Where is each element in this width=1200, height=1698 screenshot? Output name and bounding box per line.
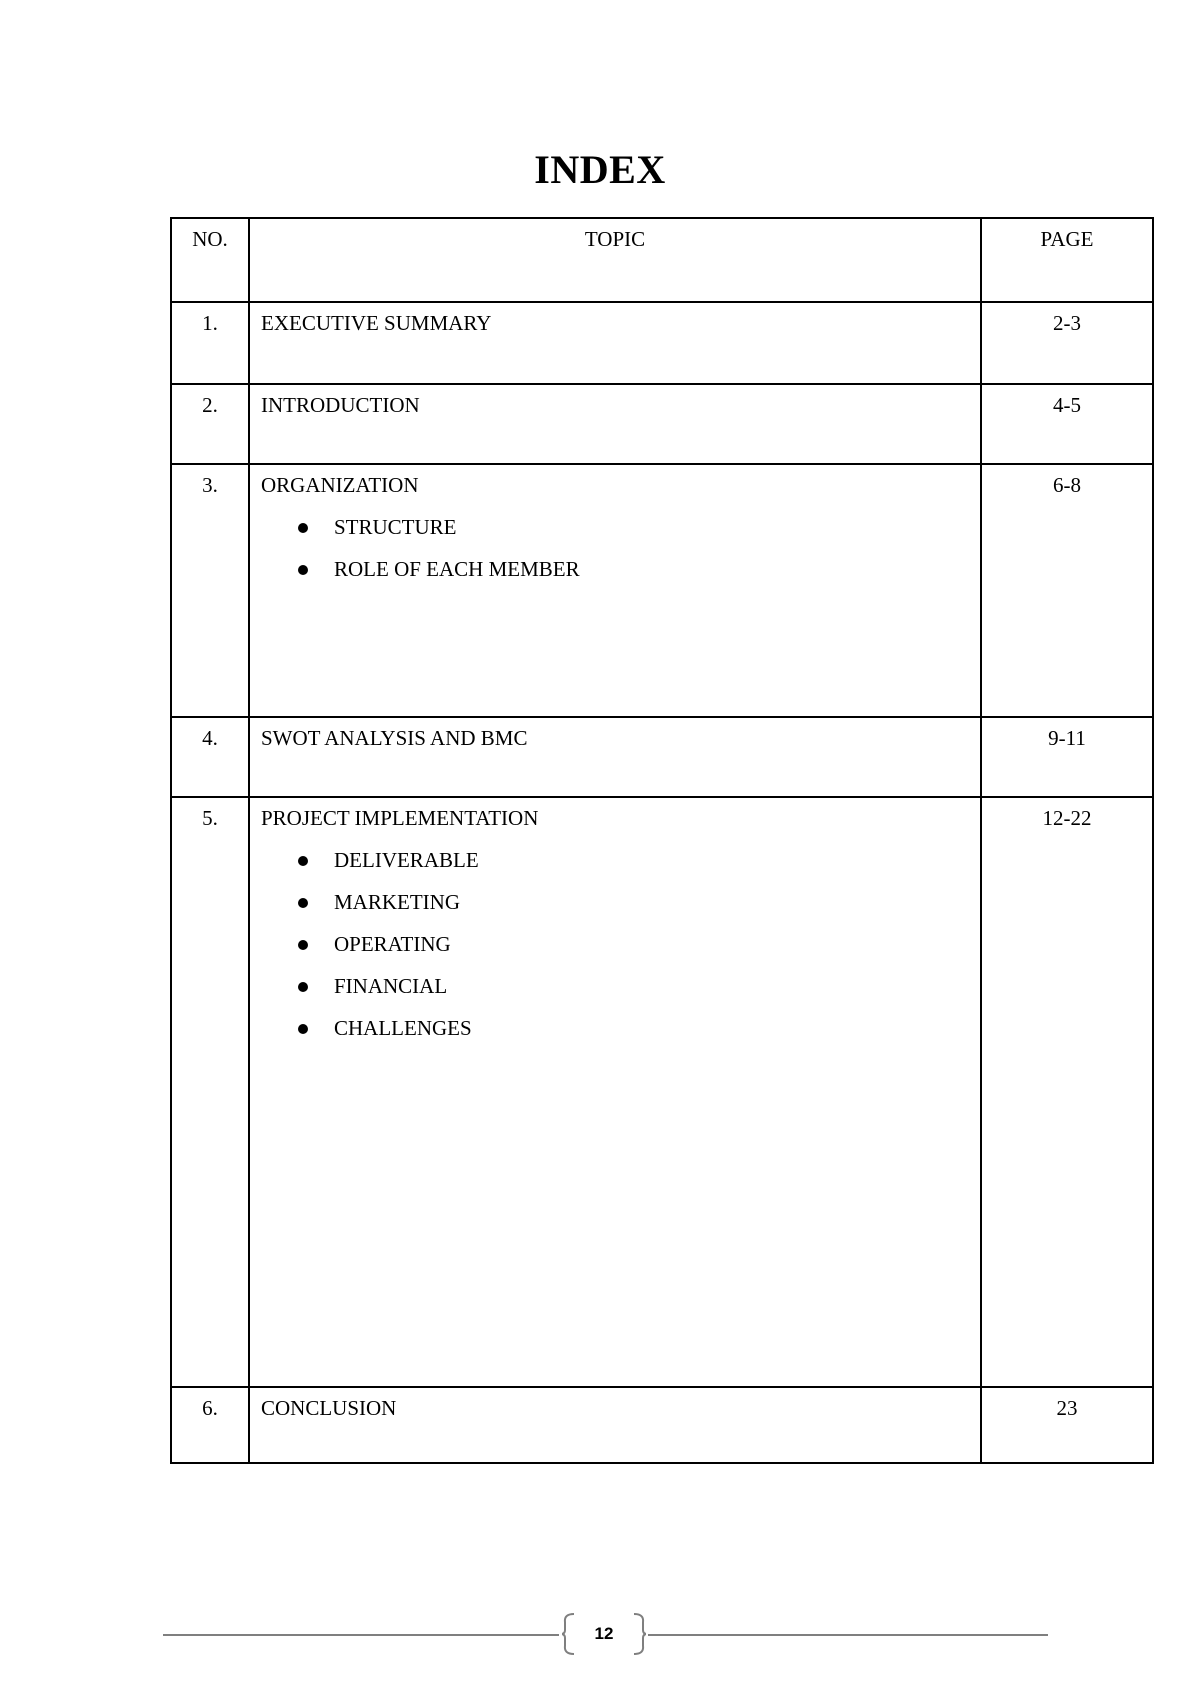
table-row — [171, 302, 1153, 384]
subtopic-item — [261, 515, 980, 539]
bullet-icon — [298, 898, 308, 908]
row-topic: EXECUTIVE SUMMARY — [249, 302, 981, 384]
subtopic-label: FINANCIAL — [334, 974, 448, 998]
row-topic-cell — [249, 797, 981, 1387]
bullet-icon — [298, 565, 308, 575]
subtopic-item — [261, 890, 980, 914]
row-topic: PROJECT IMPLEMENTATION — [261, 806, 539, 830]
footer-rule-left — [163, 1634, 559, 1636]
bullet-icon — [298, 523, 308, 533]
footer-rule-right — [648, 1634, 1048, 1636]
subtopic-label: OPERATING — [334, 932, 451, 956]
row-page: 6-8 — [981, 464, 1153, 717]
row-page: 23 — [981, 1387, 1153, 1463]
subtopic-item — [261, 1016, 980, 1040]
row-topic: INTRODUCTION — [249, 384, 981, 464]
subtopic-item — [261, 932, 980, 956]
row-number: 5. — [171, 797, 249, 1387]
table-row — [171, 384, 1153, 464]
subtopic-item — [261, 974, 980, 998]
index-table — [170, 217, 1154, 1464]
row-number: 4. — [171, 717, 249, 797]
table-row — [171, 464, 1153, 717]
row-page: 2-3 — [981, 302, 1153, 384]
subtopic-list — [261, 848, 980, 1040]
row-number: 1. — [171, 302, 249, 384]
table-header-row — [171, 218, 1153, 302]
header-no: NO. — [171, 218, 249, 302]
table-row — [171, 1387, 1153, 1463]
row-page: 9-11 — [981, 717, 1153, 797]
header-page: PAGE — [981, 218, 1153, 302]
row-number: 3. — [171, 464, 249, 717]
subtopic-label: STRUCTURE — [334, 515, 457, 539]
row-page: 12-22 — [981, 797, 1153, 1387]
subtopic-item — [261, 848, 980, 872]
subtopic-label: MARKETING — [334, 890, 460, 914]
row-page: 4-5 — [981, 384, 1153, 464]
row-topic: SWOT ANALYSIS AND BMC — [249, 717, 981, 797]
row-topic: CONCLUSION — [249, 1387, 981, 1463]
subtopic-list — [261, 515, 980, 581]
row-number: 2. — [171, 384, 249, 464]
bullet-icon — [298, 1024, 308, 1034]
page-number: 12 — [594, 1624, 614, 1643]
bullet-icon — [298, 940, 308, 950]
table-row — [171, 797, 1153, 1387]
page-number-badge — [562, 1612, 646, 1656]
subtopic-label: DELIVERABLE — [334, 848, 479, 872]
bullet-icon — [298, 856, 308, 866]
subtopic-label: CHALLENGES — [334, 1016, 472, 1040]
row-topic-cell — [249, 464, 981, 717]
row-number: 6. — [171, 1387, 249, 1463]
subtopic-item — [261, 557, 980, 581]
page-title: INDEX — [534, 147, 666, 192]
bullet-icon — [298, 982, 308, 992]
header-topic: TOPIC — [249, 218, 981, 302]
row-topic: ORGANIZATION — [261, 473, 419, 497]
table-row — [171, 717, 1153, 797]
subtopic-label: ROLE OF EACH MEMBER — [334, 557, 580, 581]
